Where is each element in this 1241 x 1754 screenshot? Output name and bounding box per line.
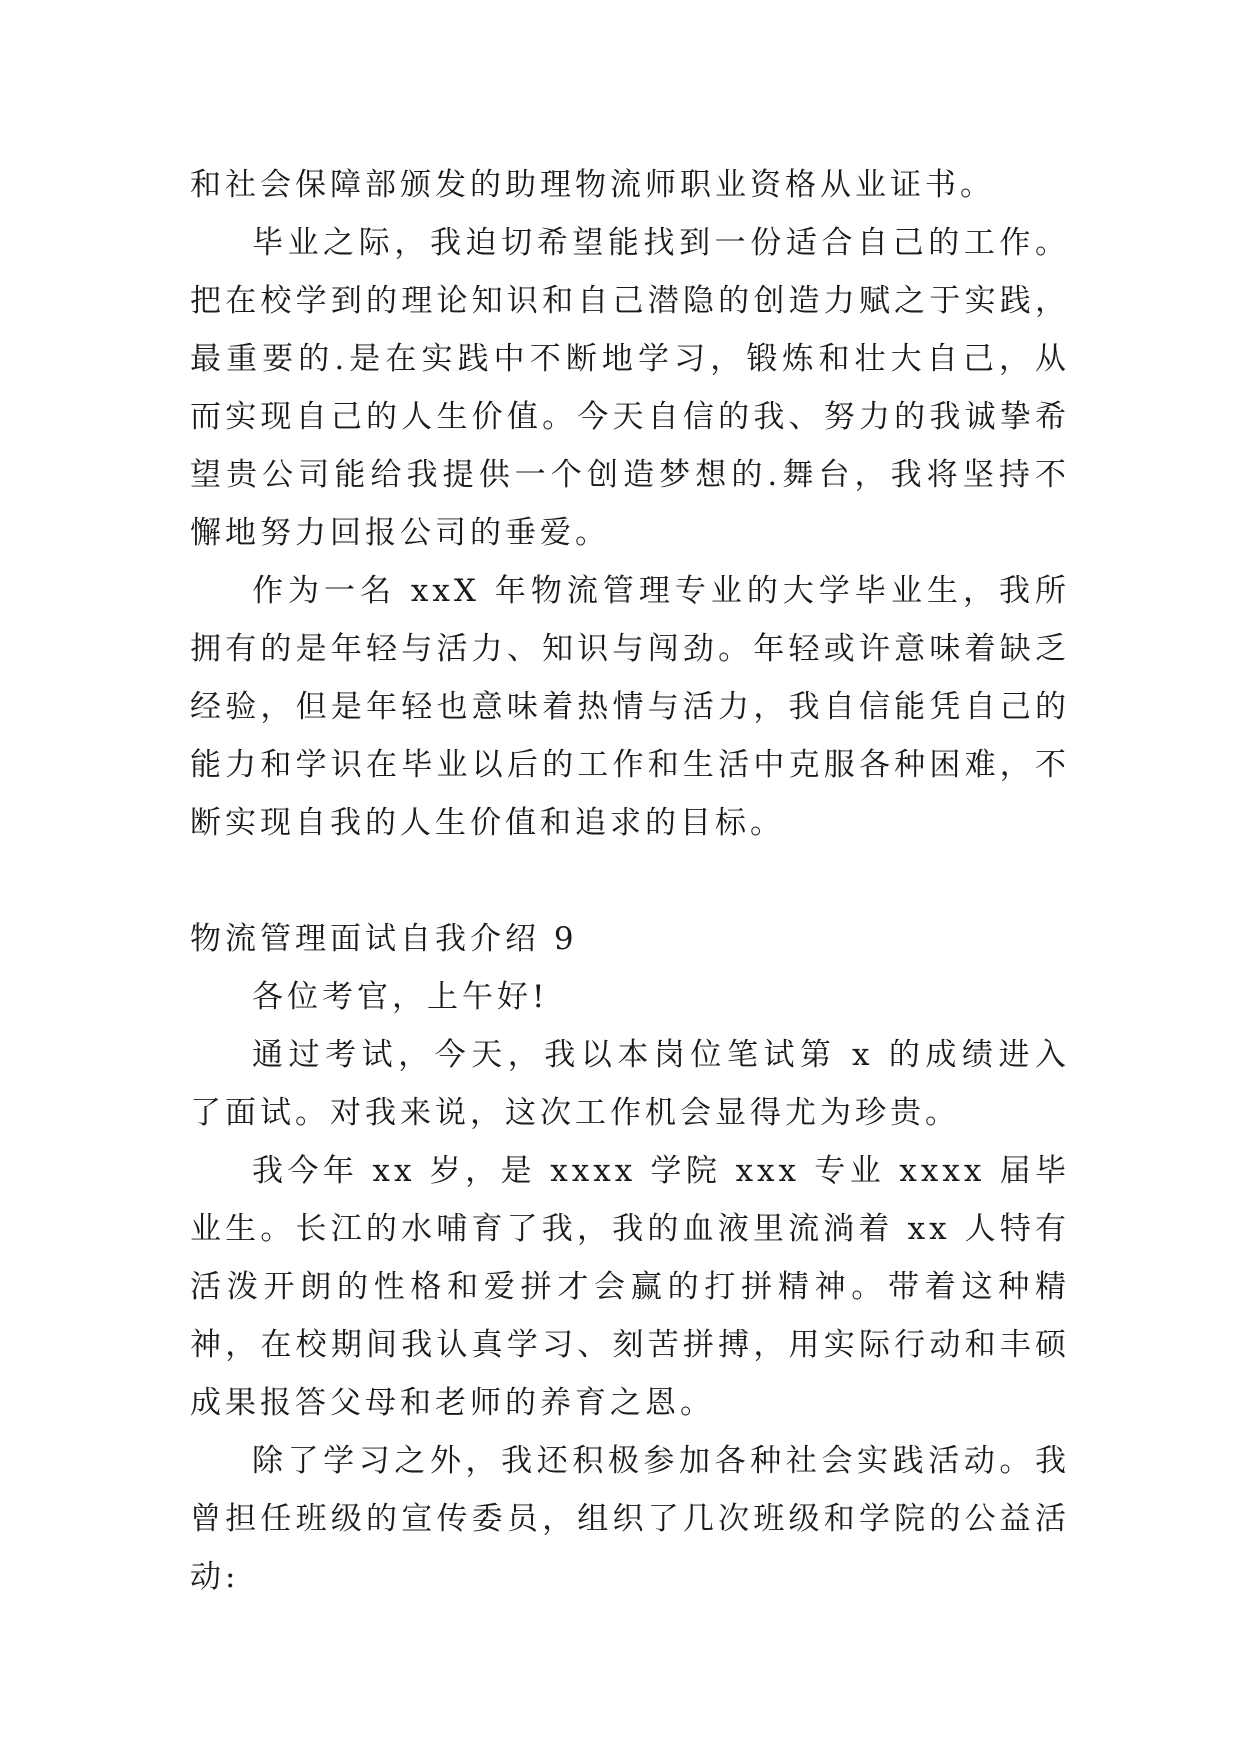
section-gap <box>190 852 1070 910</box>
section-title: 物流管理面试自我介绍 9 <box>190 921 578 957</box>
paragraph-greeting: 各位考官，上午好! <box>252 979 549 1015</box>
paragraph-exam: 通过考试，今天，我以本岗位笔试第 x 的成绩进入了面试。对我来说，这次工作机会显得尤为珍贵。 <box>190 1037 1070 1131</box>
paragraph-activities: 除了学习之外，我还积极参加各种社会实践活动。我曾担任班级的宣传委员，组织了几次班级和学院的公益活动: <box>190 1443 1070 1595</box>
paragraph-background: 我今年 xx 岁，是 xxxx 学院 xxx 专业 xxxx 届毕业生。长江的水哺育了我，我的血液里流淌着 xx 人特有活泼开朗的性格和爱拼才会赢的打拼精神。带着这种精神，在校期间我认真学习、刻苦拼搏，用实际行动和丰硕成果报答父母和老师的养育之恩。 <box>190 1153 1070 1421</box>
paragraph-graduation: 毕业之际，我迫切希望能找到一份适合自己的工作。把在校学到的理论知识和自己潜隐的创造力赋之于实践，最重要的.是在实践中不断地学习，锻炼和壮大自己，从而实现自己的人生价值。今天自信的我、努力的我诚挚希望贵公司能给我提供一个创造梦想的.舞台，我将坚持不懈地努力回报公司的垂爱。 <box>190 225 1070 551</box>
document-body <box>190 156 1070 1606</box>
paragraph-self-assessment: 作为一名 xxX 年物流管理专业的大学毕业生，我所拥有的是年轻与活力、知识与闯劲。年轻或许意味着缺乏经验，但是年轻也意味着热情与活力，我自信能凭自己的能力和学识在毕业以后的工作和生活中克服各种困难，不断实现自我的人生价值和追求的目标。 <box>190 573 1070 841</box>
paragraph-continuation: 和社会保障部颁发的助理物流师职业资格从业证书。 <box>190 167 995 203</box>
